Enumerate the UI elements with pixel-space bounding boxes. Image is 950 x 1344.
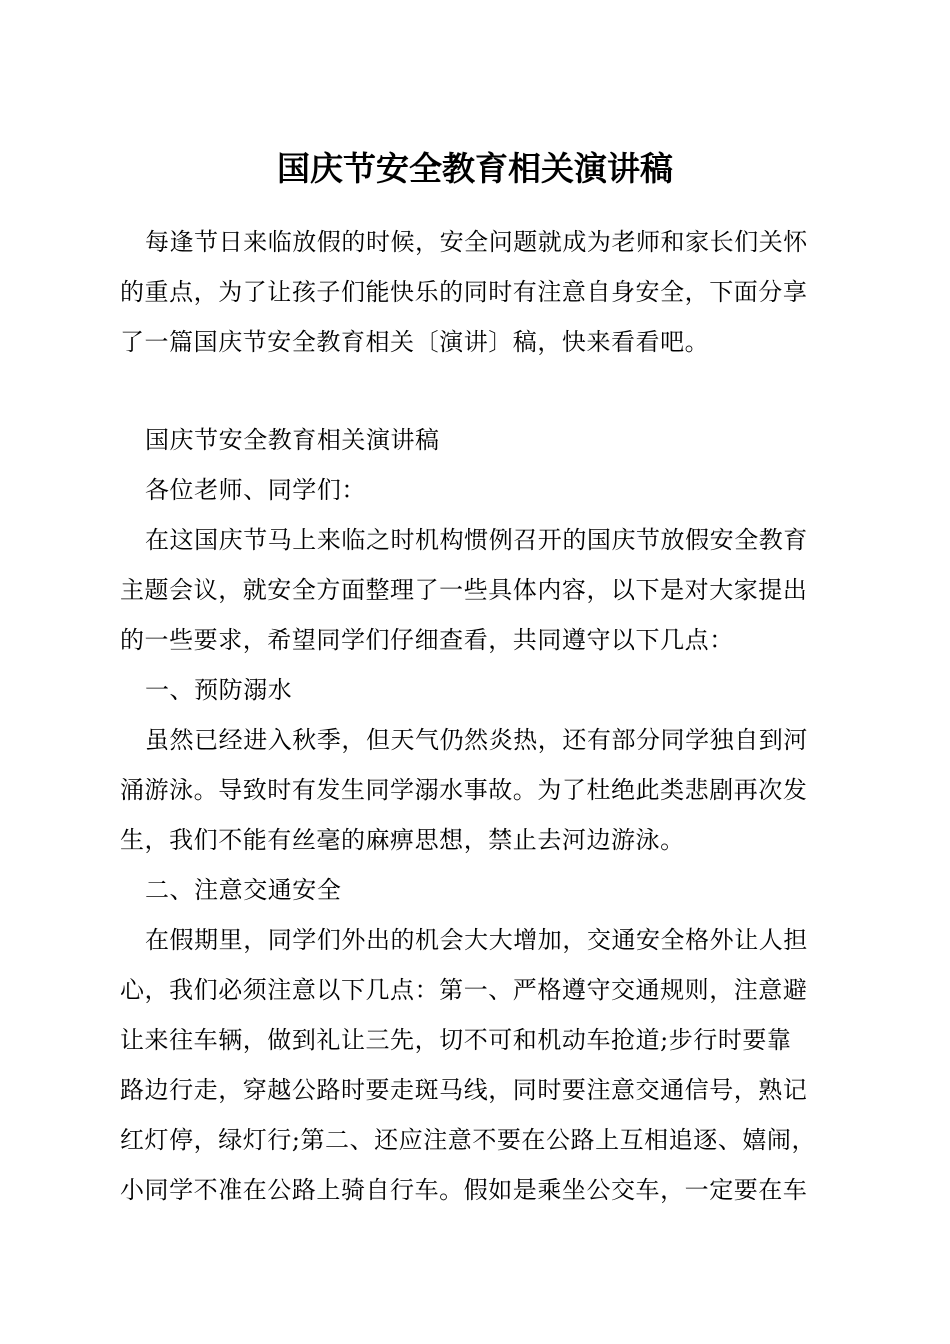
section-line: 让来往车辆，做到礼让三先，切不可和机动车抢道;步行时要靠 <box>120 1026 792 1054</box>
document-title: 国庆节安全教育相关演讲稿 <box>277 149 673 188</box>
opening-line: 主题会议，就安全方面整理了一些具体内容，以下是对大家提出 <box>120 576 808 604</box>
document-body <box>120 217 832 1215</box>
intro-line: 了一篇国庆节安全教育相关〔演讲〕稿，快来看看吧。 <box>120 328 710 356</box>
paragraph-gap <box>120 367 832 415</box>
intro-line: 的重点，为了让孩子们能快乐的同时有注意自身安全，下面分享 <box>120 278 808 306</box>
section-heading-drowning: 一、预防溺水 <box>145 676 293 704</box>
section-line: 在假期里，同学们外出的机会大大增加，交通安全格外让人担 <box>145 926 808 954</box>
section-line: 生，我们不能有丝毫的麻痹思想，禁止去河边游泳。 <box>120 826 685 854</box>
section-line: 红灯停，绿灯行;第二、还应注意不要在公路上互相追逐、嬉闹， <box>120 1126 817 1154</box>
section-line: 心，我们必须注意以下几点：第一、严格遵守交通规则，注意避 <box>120 976 808 1004</box>
opening-line: 在这国庆节马上来临之时机构惯例召开的国庆节放假安全教育 <box>145 526 808 554</box>
section-line: 路边行走，穿越公路时要走斑马线，同时要注意交通信号，熟记 <box>120 1076 808 1104</box>
intro-line: 每逢节日来临放假的时候，安全问题就成为老师和家长们关怀 <box>145 228 808 256</box>
section-line: 小同学不准在公路上骑自行车。假如是乘坐公交车，一定要在车 <box>120 1176 808 1204</box>
speech-title: 国庆节安全教育相关演讲稿 <box>145 426 440 454</box>
section-line: 涌游泳。导致时有发生同学溺水事故。为了杜绝此类悲剧再次发 <box>120 776 808 804</box>
opening-line: 的一些要求，希望同学们仔细查看，共同遵守以下几点： <box>120 626 734 654</box>
greeting: 各位老师、同学们： <box>145 476 366 504</box>
section-line: 虽然已经进入秋季，但天气仍然炎热，还有部分同学独自到河 <box>145 726 808 754</box>
section-heading-traffic: 二、注意交通安全 <box>145 876 342 904</box>
